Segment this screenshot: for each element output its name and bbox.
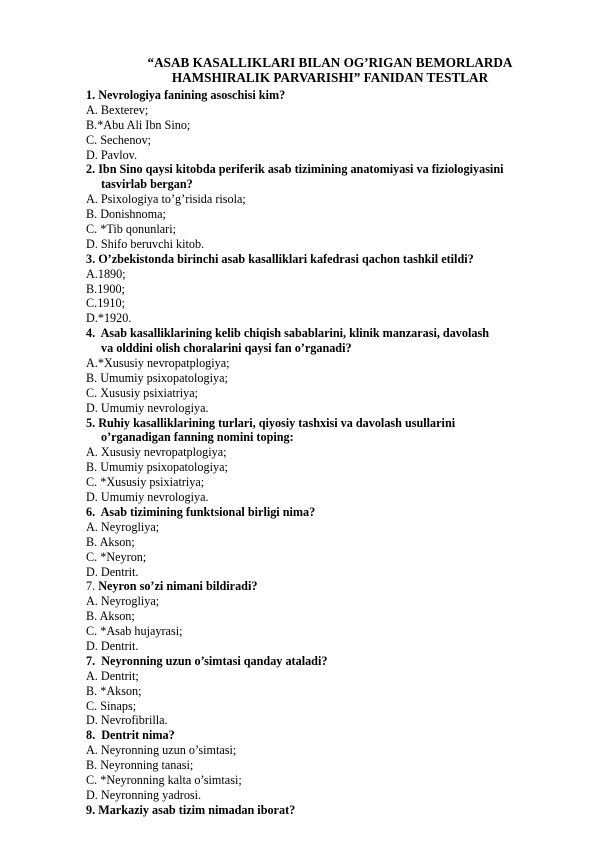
option-text: Neyrogliya; [100, 594, 160, 609]
option-letter: B. [86, 683, 98, 698]
option-text: Neyrogliya; [100, 519, 160, 534]
option-letter: A. [86, 102, 98, 117]
option-d [86, 237, 576, 252]
option-text: Xususiy nevropatplogiya; [100, 445, 227, 460]
option-text: Umumiy psixopatologiya; [100, 370, 228, 385]
option-letter: B. [86, 460, 98, 475]
option-text: Akson; [99, 609, 135, 624]
option-letter: C. [86, 698, 98, 713]
option-c [86, 296, 576, 311]
question-2-continuation [86, 177, 576, 192]
option-text: Dentrit. [100, 638, 139, 653]
option-c [86, 699, 576, 714]
option-text: *Xususiy nevropatplogiya; [97, 356, 230, 371]
question-line: Ibn Sino qaysi kitobda periferik asab tizimining anatomiyasi va fiziologiyasini [98, 162, 504, 177]
question-line: Neyronning uzun o’simtasi qanday ataladi? [101, 653, 328, 668]
option-letter: C. [86, 385, 98, 400]
option-a [86, 669, 576, 684]
question-1-text [86, 88, 576, 103]
option-text: Neyronning yadrosi. [100, 787, 202, 802]
option-c [86, 624, 576, 639]
option-letter: B. [86, 534, 98, 549]
option-b [86, 758, 576, 773]
option-letter: C. [86, 624, 98, 639]
option-text: *Tib qonunlari; [100, 222, 176, 237]
question-number: 2. [86, 162, 96, 177]
question-8-text [86, 728, 576, 743]
question-line: va olddini olish choralarini qaysi fan o’rganadi? [101, 341, 352, 356]
option-letter: A. [86, 743, 98, 758]
option-letter: D. [86, 564, 98, 579]
option-text: 1910; [97, 296, 125, 311]
option-letter: A. [86, 192, 98, 207]
option-text: *Akson; [100, 683, 142, 698]
option-text: *Neyron; [100, 549, 147, 564]
option-text: Sechenov; [100, 132, 152, 147]
option-b [86, 118, 576, 133]
question-line: o’rganadigan fanning nomini toping: [101, 430, 294, 445]
option-letter: A. [86, 356, 98, 371]
option-c [86, 773, 576, 788]
question-number: 1. [86, 88, 96, 102]
option-b [86, 371, 576, 386]
question-line: Markaziy asab tizim nimadan iborat? [98, 802, 296, 817]
option-letter: B. [86, 609, 98, 624]
question-line: tasvirlab bergan? [101, 177, 193, 192]
option-letter: D. [86, 638, 98, 653]
option-text: Xususiy psixiatriya; [100, 385, 199, 400]
option-text: Neyronning tanasi; [100, 758, 194, 773]
question-5-text [86, 416, 576, 431]
option-b [86, 609, 576, 624]
question-line: Asab kasalliklarining kelib chiqish sabablarini, klinik manzarasi, davolash [100, 326, 489, 341]
question-number: 7. [86, 653, 96, 668]
option-text: Neyronning uzun o’simtasi; [100, 743, 237, 758]
option-text: Pavlov. [100, 147, 138, 162]
option-letter: D. [86, 713, 98, 728]
question-line: Ruhiy kasalliklarining turlari, qiyosiy tashxisi va davolash usullarini [98, 415, 456, 430]
document-title-line-1: “ASAB KASALLIKLARI BILAN OG’RIGAN BEMORLARDA [147, 55, 513, 70]
option-letter: C. [86, 222, 98, 237]
option-d [86, 148, 576, 163]
question-7-text [86, 579, 576, 594]
option-d [86, 490, 576, 505]
option-b [86, 207, 576, 222]
question-9-text [86, 803, 576, 818]
option-c [86, 386, 576, 401]
option-letter: D. [86, 490, 98, 505]
option-letter: B. [86, 370, 98, 385]
option-letter: C. [86, 549, 98, 564]
option-letter: B. [86, 758, 98, 773]
option-c [86, 475, 576, 490]
option-b [86, 535, 576, 550]
question-number: 7. [86, 579, 96, 594]
option-d [86, 401, 576, 416]
question-5-continuation [86, 430, 576, 445]
option-a [86, 103, 576, 118]
option-a [86, 520, 576, 535]
option-text: Dentrit. [100, 564, 139, 579]
question-7b-text [86, 654, 576, 669]
option-letter: B. [86, 281, 98, 296]
option-d [86, 565, 576, 580]
option-letter: C. [86, 772, 98, 787]
option-text: Sinaps; [100, 698, 137, 713]
question-number: 4. [86, 326, 96, 341]
question-4-text [86, 326, 576, 341]
option-a [86, 743, 576, 758]
option-letter: B. [86, 117, 98, 132]
option-text: Bexterev; [100, 102, 149, 117]
option-text: *Xususiy psixiatriya; [100, 475, 205, 490]
option-text: 1900; [97, 281, 125, 296]
option-a [86, 192, 576, 207]
option-c [86, 550, 576, 565]
option-text: Umumiy nevrologiya. [100, 490, 209, 505]
option-text: Donishnoma; [100, 207, 166, 222]
option-text: Umumiy nevrologiya. [100, 400, 209, 415]
option-letter: D. [86, 400, 98, 415]
question-3-text [86, 252, 576, 267]
question-number: 3. [86, 251, 96, 266]
option-a [86, 594, 576, 609]
option-letter: D. [86, 787, 98, 802]
option-c [86, 133, 576, 148]
question-2-text [86, 162, 576, 177]
option-text: *Neyronning kalta o’simtasi; [100, 772, 242, 787]
option-text: Shifo beruvchi kitob. [100, 236, 205, 251]
option-text: 1890; [97, 266, 126, 281]
option-a [86, 267, 576, 282]
option-text: Psixologiya to’g’risida risola; [100, 192, 246, 207]
question-4-continuation [86, 341, 576, 356]
question-line: Asab tizimining funktsional birligi nima? [100, 504, 316, 519]
option-a [86, 445, 576, 460]
option-letter: A. [86, 594, 98, 609]
option-text: *1920. [97, 311, 132, 326]
question-6-text [86, 505, 576, 520]
option-c [86, 222, 576, 237]
question-line: Dentrit nima? [101, 728, 175, 743]
option-d [86, 311, 576, 326]
option-letter: C. [86, 296, 98, 311]
question-number: 5. [86, 415, 96, 430]
option-text: Akson; [99, 534, 135, 549]
option-letter: A. [86, 445, 98, 460]
option-letter: D. [86, 147, 98, 162]
option-text: *Abu Ali Ibn Sino; [97, 117, 191, 132]
option-d [86, 713, 576, 728]
option-text: Umumiy psixopatologiya; [100, 460, 228, 475]
question-number: 9. [86, 802, 96, 817]
option-letter: C. [86, 475, 98, 490]
question-number: 6. [86, 504, 96, 519]
option-a [86, 356, 576, 371]
option-text: Dentrit; [100, 668, 139, 683]
option-letter: C. [86, 132, 98, 147]
document-title-line-2: HAMSHIRALIK PARVARISHI” FANIDAN TESTLAR [171, 70, 489, 85]
option-letter: A. [86, 519, 98, 534]
question-line: Neyron so’zi nimani bildiradi? [98, 579, 258, 594]
option-d [86, 639, 576, 654]
question-number: 8. [86, 728, 96, 743]
option-text: *Asab hujayrasi; [100, 624, 183, 639]
question-line: Nevrologiya fanining asoschisi kim? [98, 88, 286, 102]
option-text: Nevrofibrilla. [100, 713, 168, 728]
question-line: O’zbekistonda birinchi asab kasalliklari kafedrasi qachon tashkil etildi? [98, 251, 474, 266]
question-list [86, 88, 576, 818]
option-letter: D. [86, 236, 98, 251]
option-b [86, 282, 576, 297]
option-b [86, 684, 576, 699]
option-d [86, 788, 576, 803]
option-letter: A. [86, 266, 98, 281]
option-b [86, 460, 576, 475]
option-letter: D. [86, 311, 98, 326]
option-letter: B. [86, 207, 98, 222]
option-letter: A. [86, 668, 98, 683]
